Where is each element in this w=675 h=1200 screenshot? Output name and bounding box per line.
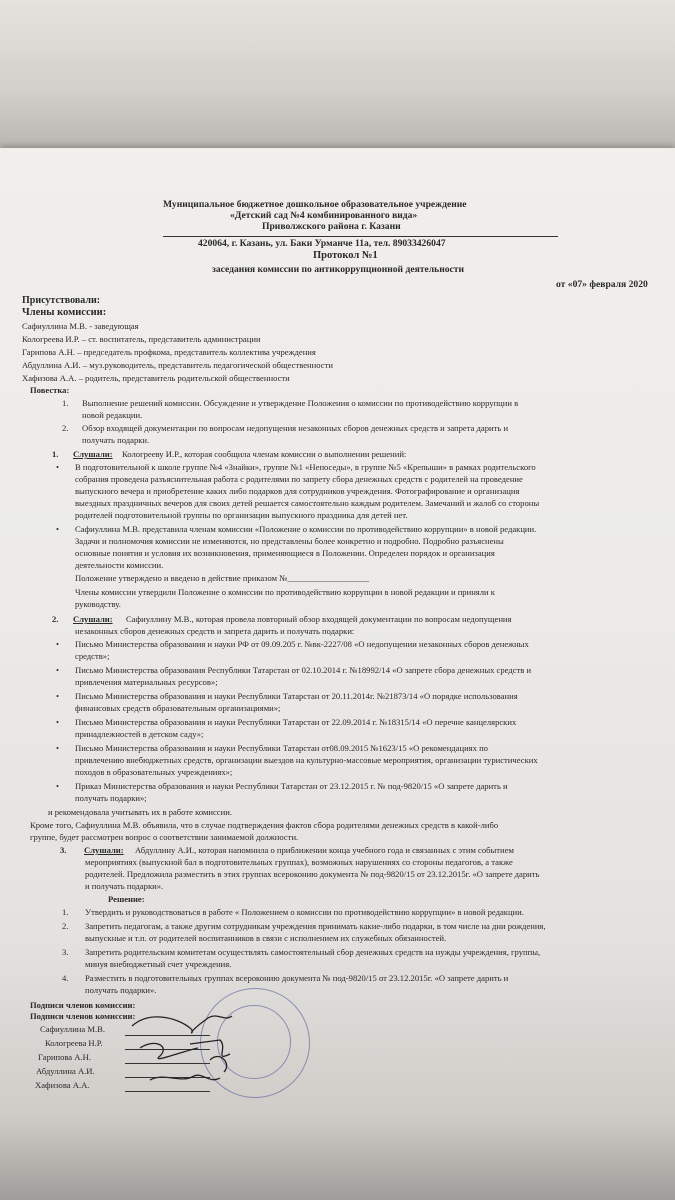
hearing-1-bullet-1-line: собрания проведена разъяснительная работа с родителями по запрету сбора денежных средств с родителей на проведение: [75, 474, 523, 484]
hearing-3-num: 3.: [60, 845, 67, 855]
letter-line: Приказ Министерства образования и науки Республики Татарстан от 23.12.2015 г. № под-9820/15 «О запрете дарить и: [75, 781, 508, 791]
present-label: Присутствовали:: [22, 295, 101, 306]
bullet-icon: •: [56, 639, 60, 649]
decision-num: 2.: [62, 921, 69, 931]
decision-line: минуя внебюджетный счет учреждения.: [85, 959, 232, 969]
hearing-3-line: мероприятиях (выпускной бал в подготовительных группах), возможных нарушениях со стороны педагогов, а также: [85, 857, 513, 867]
letter-line: Письмо Министерства образования и науки РФ от 09.09.205 г. №вк-2227/08 «О недопущении незаконных сборов денежных: [75, 639, 529, 649]
org-line-3: Приволжского района г. Казани: [262, 221, 401, 232]
member-4: Абдуллина А.И. – муз.руководитель, представитель педагогической общественности: [22, 360, 333, 370]
hearing-2-label: Слушали:: [73, 614, 113, 624]
signatory-name: Сафиуллина М.В.: [40, 1024, 106, 1034]
bullet-icon: •: [56, 462, 60, 472]
signatures-label: Подписи членов комиссии:: [30, 1000, 136, 1010]
hearing-3-line: Абдуллину А.И., которая напомнила о приближении конца учебного года и связанных с этим событием: [135, 845, 514, 855]
hearing-3-label: Слушали:: [84, 845, 124, 855]
letter-line: Письмо Министерства образования и науки Республики Татарстан от 22.09.2014 г. №18315/14 «О перечне канцелярских: [75, 717, 517, 727]
wall-background: [0, 0, 675, 150]
decision-line: выпускные и т.п. от родителей воспитанников в связи с исполнением их служебных обязанностей.: [85, 933, 447, 943]
decision-num: 3.: [62, 947, 69, 957]
agenda-item-line: новой редакции.: [82, 410, 143, 420]
hearing-1-bullet-2-line: деятельности комиссии.: [75, 560, 164, 570]
org-line-1: Муниципальное бюджетное дошкольное образовательное учреждение: [163, 199, 467, 210]
signatory-name: Хафизова А.А.: [35, 1080, 90, 1090]
hearing-3-line: и получать подарки».: [85, 881, 164, 891]
letter-line: Письмо Министерства образования Республики Татарстан от 02.10.2014 г. №18992/14 «О запрете сбора денежных средств и: [75, 665, 532, 675]
agenda-label: Повестка:: [30, 385, 70, 395]
signatory-name: Кологреева Н.Р.: [45, 1038, 103, 1048]
agenda-item-num: 2.: [62, 423, 69, 433]
signatory-name: Абдуллина А.И.: [36, 1066, 95, 1076]
members-label: Члены комиссии:: [22, 307, 107, 318]
approved-line: руководству.: [75, 599, 121, 609]
hearing-1-text: Кологрееву И.Р., которая сообщила членам комиссии о выполнении решений:: [122, 449, 407, 459]
letter-line: получать подарки»;: [75, 793, 147, 803]
agenda-item-line: Выполнение решений комиссии. Обсуждение и утверждение Положения о комиссии по противодействию коррупции в: [82, 398, 519, 408]
meeting-title: заседания комиссии по антикоррупционной деятельности: [212, 264, 465, 275]
decision-num: 1.: [62, 907, 69, 917]
besides-line: Кроме того, Сафиуллина М.В. объявила, что в случае подтверждения фактов сбора родителями денежных средств в какой-либо: [30, 820, 499, 830]
hearing-3-line: родителей. Предложила разместить в этих группах всероконию документа № под-9820/15 от 23.12.2015г. «О запрете дарить: [85, 869, 540, 879]
decision-line: Утвердить и руководствоваться в работе « Положением о комиссии по противодействию коррупции» в новой редакции.: [85, 907, 524, 917]
besides-line: группе, будет рассмотрен вопрос о соответствии занимаемой должности.: [30, 832, 299, 842]
letter-line: Письмо Министерства образования и науки Республики Татарстан от 20.11.2014г. №21873/14 «О порядке использования: [75, 691, 518, 701]
hearing-1-bullet-1-line: родителей подготовительной группы по организации выпускного праздника для детей нет.: [75, 510, 408, 520]
hearing-1-bullet-1-line: В подготовительной к школе группе №4 «Знайки», группе №1 «Непоседы», в группе №5 «Крепыши» в рамках родительского: [75, 462, 536, 472]
signatory-name: Гарипова А.Н.: [38, 1052, 91, 1062]
hearing-1-bullet-1-line: выездных праздничных вечеров для своих детей решается самостоятельно каждым родителем. Замечаний и жалоб со стороны: [75, 498, 540, 508]
member-5: Хафизова А.А. – родитель, представитель родительской общественности: [22, 373, 290, 383]
bullet-icon: •: [56, 524, 60, 534]
hearing-1-num: 1.: [52, 449, 59, 459]
header-divider: [163, 236, 558, 237]
approved-line: Члены комиссии утвердили Положение о комиссии по противодействию коррупции в новой редакции и приняли к: [75, 587, 495, 597]
hearing-1-bullet-1-line: выпускного вечера и приобретение каких либо подарков для сотрудников учреждения. Фотографирование и организация: [75, 486, 520, 496]
bullet-icon: •: [56, 665, 60, 675]
letter-line: привлечения материальных ресурсов»;: [75, 677, 218, 687]
agenda-item-line: получать подарки.: [82, 435, 150, 445]
member-1: Сафиуллина М.В. - заведующая: [22, 321, 139, 331]
agenda-item-num: 1.: [62, 398, 69, 408]
letter-line: принадлежностей в детском саду»;: [75, 729, 204, 739]
bullet-icon: •: [56, 781, 60, 791]
recommend-line: и рекомендовала учитывать их в работе комиссии.: [48, 807, 232, 817]
letter-line: походов в образовательных учреждениях»;: [75, 767, 233, 777]
hearing-1-bullet-2-line: Сафиуллина М.В. представила членам комиссии «Положение о комиссии по противодействию коррупции» в новой редакции.: [75, 524, 537, 534]
bullet-icon: •: [56, 691, 60, 701]
address-line: 420064, г. Казань, ул. Баки Урманче 11а, тел. 89033426047: [198, 238, 446, 249]
decision-line: Разместить в подготовительных группах всероконию документа № под-9820/15 от 23.12.2015г. «О запрете дарить и: [85, 973, 509, 983]
hearing-2-intro: незаконных сборов денежных средств и запрета дарить и получать подарки:: [75, 626, 355, 636]
protocol-date: от «07» февраля 2020: [556, 279, 648, 290]
hearing-1-label: Слушали:: [73, 449, 113, 459]
decision-line: получать подарки».: [85, 985, 157, 995]
member-2: Кологреева И.Р. – ст. воспитатель, представитель администрации: [22, 334, 261, 344]
letter-line: привлечению внебюджетных средств, организации выездов на культурно-массовые мероприятия, организации туристических: [75, 755, 538, 765]
bullet-icon: •: [56, 743, 60, 753]
hearing-2-num: 2.: [52, 614, 59, 624]
member-3: Гарипова А.Н. – председатель профкома, представитель коллектива учреждения: [22, 347, 316, 357]
decision-num: 4.: [62, 973, 69, 983]
handwritten-signatures-icon: [120, 988, 270, 1098]
order-line: Положение утверждено и введено в действие приказом №___________________: [75, 573, 370, 583]
signatures-label: Подписи членов комиссии:: [30, 1011, 136, 1021]
document-sheet: [0, 148, 675, 1200]
letter-line: средств»;: [75, 651, 110, 661]
letter-line: финансовых средств образовательным организациями»;: [75, 703, 281, 713]
decision-line: Запретить педагогам, а также другим сотрудникам учреждения принимать какие-либо подарки, в том числе на дни рождения,: [85, 921, 546, 931]
hearing-2-intro: Сафиуллину М.В., которая провела повторный обзор входящей документации по вопросам недопущения: [126, 614, 512, 624]
hearing-1-bullet-2-line: Задачи и полномочия комиссии не изменяются, но представлены более конкретно и подробно. Подробно разъяснены: [75, 536, 504, 546]
decision-label: Решение:: [108, 894, 145, 904]
agenda-item-line: Обзор входящей документации по вопросам недопущения незаконных сборов денежных средств и запрета дарить и: [82, 423, 509, 433]
protocol-title: Протокол №1: [313, 250, 378, 261]
hearing-1-bullet-2-line: основные понятия и условия их возникновения, применяющиеся в Положении. Определен порядок и организация: [75, 548, 495, 558]
bullet-icon: •: [56, 717, 60, 727]
org-line-2: «Детский сад №4 комбинированного вида»: [230, 210, 418, 221]
letter-line: Письмо Министерства образования и науки Республики Татарстан от08.09.2015 №1623/15 «О рекомендациях по: [75, 743, 488, 753]
decision-line: Запретить родительским комитетам осуществлять самостоятельный сбор денежных средств на нужды учреждения, группы,: [85, 947, 541, 957]
